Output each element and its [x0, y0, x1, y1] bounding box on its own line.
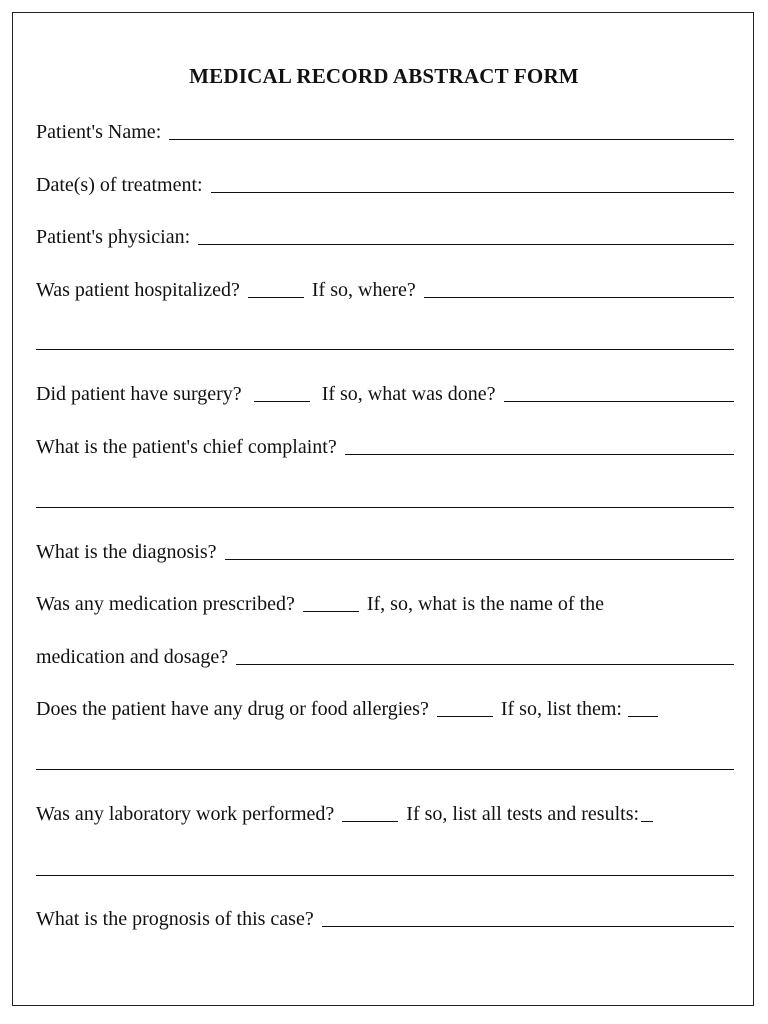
medication-answer-field[interactable]	[303, 611, 359, 612]
hospitalized-row	[36, 279, 734, 301]
surgery-row	[36, 383, 734, 405]
diagnosis-label: What is the diagnosis?	[36, 541, 217, 563]
lab-list-field[interactable]	[641, 821, 653, 822]
form-title: MEDICAL RECORD ABSTRACT FORM	[189, 64, 579, 88]
physician-field[interactable]	[198, 244, 734, 245]
hospitalized-where-line-2[interactable]	[36, 349, 734, 350]
dates-label: Date(s) of treatment:	[36, 174, 203, 196]
hospitalized-answer-field[interactable]	[248, 297, 304, 298]
physician-row	[36, 226, 734, 248]
hospitalized-label: Was patient hospitalized?	[36, 279, 240, 301]
medication-dosage-row	[36, 646, 734, 668]
medication-name-label: If, so, what is the name of the	[366, 593, 605, 615]
lab-list-label: If so, list all tests and results:	[406, 803, 640, 825]
dates-field[interactable]	[211, 192, 734, 193]
diagnosis-row	[36, 541, 734, 563]
allergies-label: Does the patient have any drug or food allergies?	[36, 698, 429, 720]
lab-answer-field[interactable]	[342, 821, 398, 822]
prognosis-field[interactable]	[322, 926, 734, 927]
hospitalized-where-field[interactable]	[424, 297, 734, 298]
lab-line-2[interactable]	[36, 875, 734, 876]
diagnosis-field[interactable]	[225, 559, 734, 560]
lab-label: Was any laboratory work performed?	[36, 803, 335, 825]
prognosis-label: What is the prognosis of this case?	[36, 908, 314, 930]
allergies-list-field[interactable]	[628, 716, 658, 717]
allergies-line-2[interactable]	[36, 769, 734, 770]
medication-dosage-field[interactable]	[236, 664, 734, 665]
chief-complaint-field[interactable]	[345, 454, 734, 455]
allergies-row	[36, 698, 734, 720]
surgery-done-field[interactable]	[504, 401, 734, 402]
medication-label: Was any medication prescribed?	[36, 593, 295, 615]
form-border	[12, 12, 754, 1006]
patient-name-label: Patient's Name:	[36, 121, 162, 143]
medication-dosage-label: medication and dosage?	[36, 646, 229, 668]
patient-name-field[interactable]	[169, 139, 734, 140]
surgery-answer-field[interactable]	[254, 401, 310, 402]
lab-row	[36, 803, 734, 825]
physician-label: Patient's physician:	[36, 226, 191, 248]
chief-complaint-line-2[interactable]	[36, 507, 734, 508]
dates-row	[36, 174, 734, 196]
medication-row	[36, 593, 734, 615]
allergies-answer-field[interactable]	[437, 716, 493, 717]
chief-complaint-label: What is the patient's chief complaint?	[36, 436, 337, 458]
patient-name-row	[36, 121, 734, 143]
allergies-list-label: If so, list them:	[500, 698, 622, 720]
surgery-done-label: If so, what was done?	[321, 383, 496, 405]
surgery-label: Did patient have surgery?	[36, 383, 242, 405]
prognosis-row	[36, 908, 734, 930]
chief-complaint-row	[36, 436, 734, 458]
hospitalized-where-label: If so, where?	[311, 279, 416, 301]
